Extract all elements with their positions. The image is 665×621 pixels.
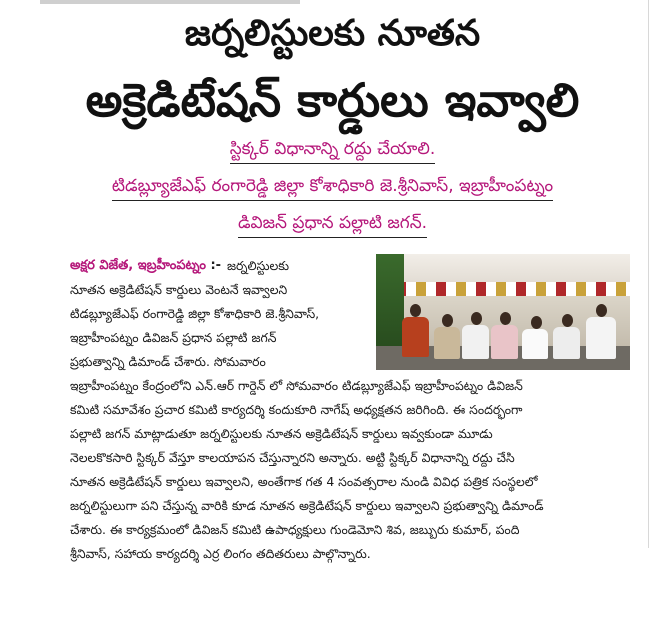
body-line: జర్నలిస్టులుగా పని చేస్తున్న వారికి కూడ నూతన అక్రెడిటేషన్ కార్డులు ఇవ్వాలని ప్రభుత్వాన్ని డిమాండ్ <box>70 498 544 513</box>
photo-person <box>402 317 429 357</box>
photo-person <box>434 327 460 359</box>
top-edge-rule <box>40 0 300 4</box>
photo-person-head <box>471 312 482 325</box>
subhead-2-text: టిడబ్ల్యూజేఎఫ్ రంగారెడ్డి జిల్లా కోశాధికారి జె.శ్రీనివాస్, ఇబ్రాహీంపట్నం <box>112 175 553 201</box>
body-line: కమిటి సమావేశం ప్రచార కమిటి కార్యదర్శి కందుకూరి నాగేష్ అధ్యక్షతన జరిగింది. ఈ సందర్భంగా <box>70 402 523 417</box>
headline-line-2: అక్రెడిటేషన్ కార్డులు ఇవ్వాలి <box>85 73 580 127</box>
body-line: ఇబ్రాహీంపట్నం కేంద్రంలోని ఎన్.ఆర్ గార్డెన్ లో సోమవారం టిడబ్ల్యూజేఎఫ్ ఇబ్రాహీంపట్నం డివిజన్ <box>70 378 523 393</box>
photo-person <box>553 327 580 359</box>
photo-person-head <box>410 304 421 317</box>
subhead-1-text: స్టిక్కర్ విధానాన్ని రద్దు చేయాలి. <box>230 138 436 164</box>
dateline: అక్షర విజేత, ఇబ్రహీంపట్నం <box>70 258 206 273</box>
byline-separator: :- <box>210 258 222 273</box>
photo-person <box>462 325 489 359</box>
byline <box>70 257 221 275</box>
body-line: నూతన అక్రెడిటేషన్ కార్డులు వెంటనే ఇవ్వాలని <box>70 282 288 297</box>
photo-person <box>491 325 518 359</box>
subhead-3 <box>0 212 665 238</box>
photo-person-head <box>531 316 542 329</box>
headline-line-1: జర్నలిస్టులకు నూతన <box>184 13 481 54</box>
subhead-1 <box>0 138 665 164</box>
photo-person-head <box>596 304 607 317</box>
photo-person-head <box>562 314 573 327</box>
body-line: ప్రభుత్వాన్ని డిమాండ్ చేశారు. సోమవారం <box>70 354 266 369</box>
subhead-3-text: డివిజన్ ప్రధాన పల్లాటి జగన్. <box>238 212 427 238</box>
body-line: చేశారు. ఈ కార్యక్రమంలో డివిజన్ కమిటి ఉపాధ్యక్షులు గుండెమోని శివ, జబ్బురు కుమార్, పంది <box>70 522 520 537</box>
photo-tent-border <box>376 282 630 296</box>
body-line: శ్రీనివాస్, సహాయ కార్యదర్శి ఎర్ర లింగం తదితరులు పాల్గొన్నారు. <box>70 546 371 561</box>
body-line: నూతన అక్రెడిటేషన్ కార్డులు ఇవ్వాలని, అంతేగాక గత 4 సంవత్సరాల నుండి వివిధ పత్రిక సంస్థలలో <box>70 474 538 489</box>
news-photo <box>376 254 630 370</box>
body-line: ఇబ్రాహీంపట్నం డివిజన్ ప్రధాన పల్లాటి జగన్ <box>70 330 277 345</box>
body-line: టిడబ్ల్యూజేఎఫ్ రంగారెడ్డి జిల్లా కోశాధికారి జె.శ్రీనివాస్, <box>70 306 320 321</box>
photo-person-head <box>500 312 511 325</box>
body-line: పల్లాటి జగన్ మాట్లాడుతూ జర్నలిస్టులకు నూతన అక్రెడిటేషన్ కార్డులు ఇవ్వకుండా మూడు <box>70 426 493 441</box>
photo-person <box>586 317 616 359</box>
photo-person <box>522 329 548 359</box>
body-line: నెలలకొకసారి స్టిక్కర్ వేస్తూ కాలయాపన చేస్తున్నారని అన్నారు. అట్టి స్టిక్కర్ విధానాన్ని రద్దు చేసి <box>70 450 515 465</box>
body-lead: జర్నలిస్టులకు <box>227 258 290 273</box>
subhead-2 <box>0 175 665 201</box>
photo-person-head <box>442 314 453 327</box>
